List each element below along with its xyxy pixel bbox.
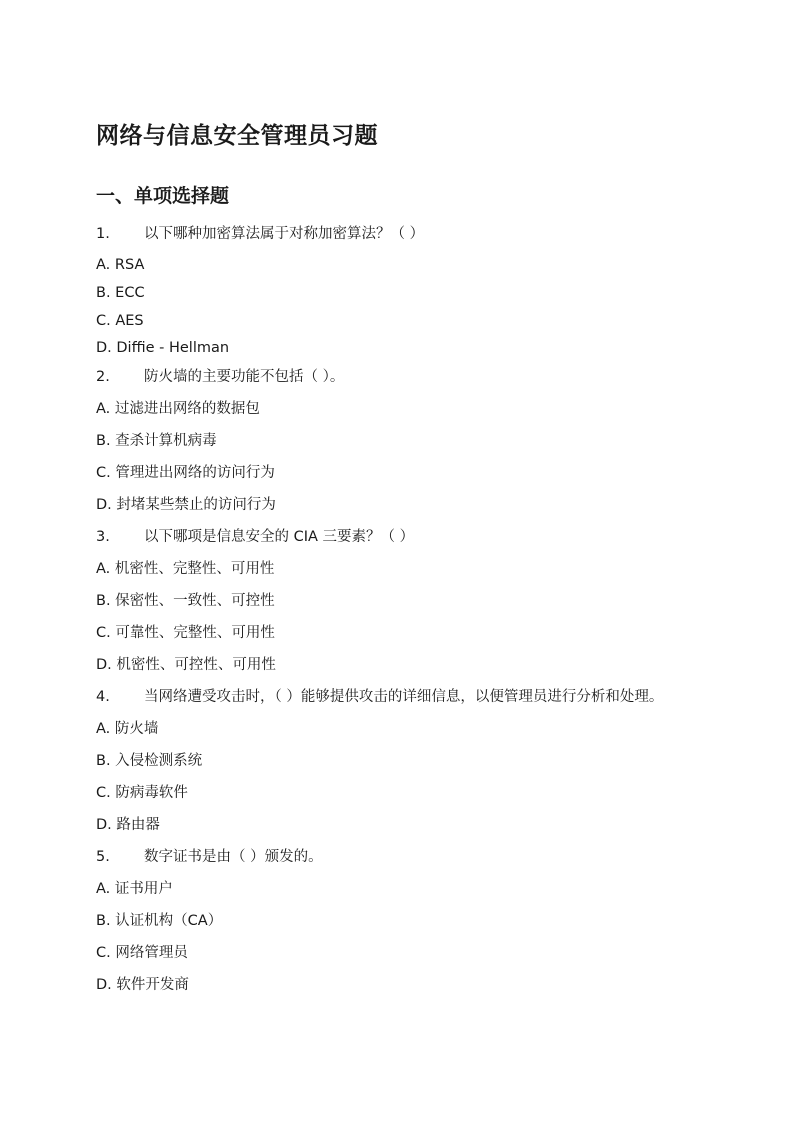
option-key: B . — [96, 285, 115, 301]
option-key: C . — [96, 625, 115, 641]
option-c — [96, 311, 716, 331]
option-key: A . — [96, 721, 115, 737]
option-c — [96, 623, 716, 643]
option-d — [96, 495, 716, 515]
option-text: 查杀计算机病毒 — [115, 433, 217, 449]
question-text: 数字证书是由（ ）颁发的。 — [144, 849, 323, 865]
option-text: 封堵某些禁止的访问行为 — [116, 497, 276, 513]
option-key: C . — [96, 313, 115, 329]
question-stem — [96, 687, 716, 707]
option-key: D . — [96, 817, 116, 833]
option-key: D . — [96, 657, 116, 673]
question-number: 3. — [96, 529, 110, 545]
option-text: AES — [115, 313, 144, 329]
option-key: B . — [96, 913, 115, 929]
option-key: D . — [96, 340, 116, 356]
option-text: 可靠性、完整性、可用性 — [115, 625, 275, 641]
option-d — [96, 815, 716, 835]
question-number: 2. — [96, 369, 110, 385]
option-a — [96, 719, 716, 739]
question-number: 1. — [96, 226, 110, 242]
option-b — [96, 283, 716, 303]
option-d — [96, 655, 716, 675]
question-4 — [96, 687, 716, 835]
option-key: C . — [96, 465, 115, 481]
question-text: 以下哪项是信息安全的 CIA 三要素？（ ） — [144, 529, 415, 545]
option-d — [96, 975, 716, 995]
option-a — [96, 559, 716, 579]
question-2 — [96, 367, 716, 515]
question-number: 4. — [96, 689, 110, 705]
option-key: B . — [96, 433, 115, 449]
question-stem — [96, 224, 716, 244]
option-d — [96, 338, 716, 358]
option-key: C . — [96, 785, 115, 801]
option-text: RSA — [114, 257, 145, 273]
option-c — [96, 943, 716, 963]
option-key: A . — [96, 881, 115, 897]
option-text: ECC — [115, 285, 145, 301]
question-text: 防火墙的主要功能不包括（ ）。 — [144, 369, 345, 385]
question-stem — [96, 847, 716, 867]
option-b — [96, 431, 716, 451]
option-key: D . — [96, 977, 116, 993]
option-text: 过滤进出网络的数据包 — [114, 401, 260, 417]
option-text: 路由器 — [116, 817, 160, 833]
question-1 — [96, 224, 716, 358]
option-key: C . — [96, 945, 115, 961]
option-text: 软件开发商 — [116, 977, 189, 993]
question-text: 当网络遭受攻击时，（ ）能够提供攻击的详细信息，以便管理员进行分析和处理。 — [144, 689, 664, 705]
option-text: 证书用户 — [114, 881, 173, 897]
option-key: A . — [96, 257, 115, 273]
option-key: A . — [96, 401, 115, 417]
option-a — [96, 879, 716, 899]
option-b — [96, 591, 716, 611]
question-number: 5. — [96, 849, 110, 865]
option-c — [96, 783, 716, 803]
option-text: 防火墙 — [114, 721, 159, 737]
option-text: 入侵检测系统 — [115, 753, 203, 769]
option-text: Diffie - Hellman — [116, 340, 230, 356]
option-text: 管理进出网络的访问行为 — [115, 465, 275, 481]
question-stem — [96, 527, 716, 547]
question-3 — [96, 527, 716, 675]
option-key: A . — [96, 561, 115, 577]
option-text: 机密性、完整性、可用性 — [114, 561, 275, 577]
option-text: 防病毒软件 — [115, 785, 188, 801]
section-heading: 一、单项选择题 — [96, 185, 230, 207]
question-5 — [96, 847, 716, 995]
option-text: 网络管理员 — [115, 945, 188, 961]
option-key: D . — [96, 497, 116, 513]
question-text: 以下哪种加密算法属于对称加密算法？（ ） — [144, 226, 425, 242]
document-page — [96, 120, 716, 995]
option-text: 机密性、可控性、可用性 — [116, 657, 276, 673]
option-key: B . — [96, 593, 115, 609]
option-text: 保密性、一致性、可控性 — [115, 593, 275, 609]
option-text: 认证机构（CA） — [115, 913, 223, 929]
option-b — [96, 751, 716, 771]
document-title: 网络与信息安全管理员习题 — [96, 123, 378, 149]
option-a — [96, 255, 716, 275]
question-stem — [96, 367, 716, 387]
option-a — [96, 399, 716, 419]
option-b — [96, 911, 716, 931]
option-key: B . — [96, 753, 115, 769]
option-c — [96, 463, 716, 483]
